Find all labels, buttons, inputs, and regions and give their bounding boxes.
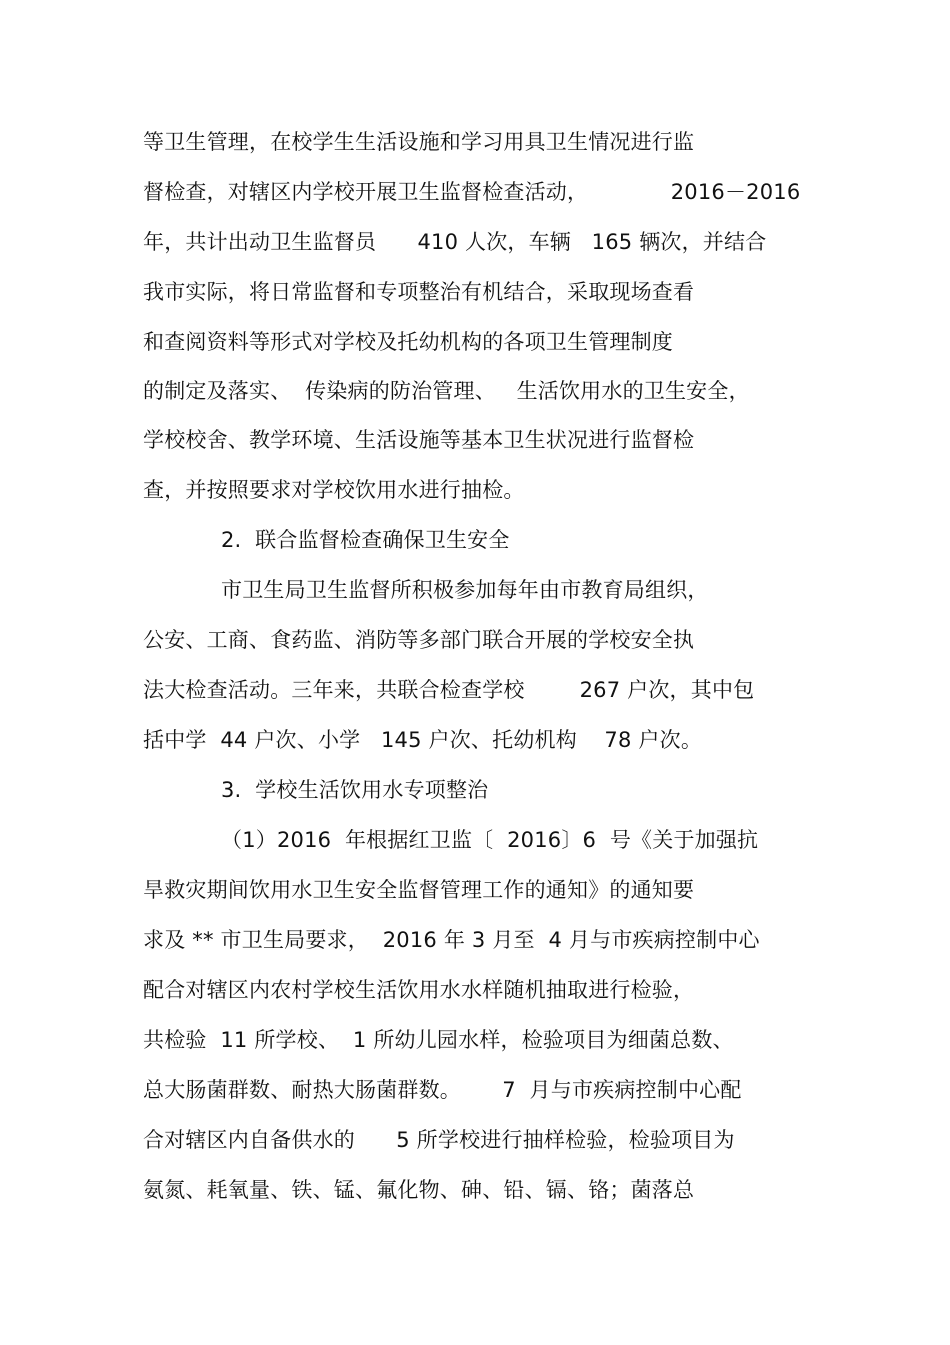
section-heading: 3. 学校生活饮用水专项整治 [221,778,489,802]
text-line: 我市实际，将日常监督和专项整治有机结合，采取现场查看 [143,280,695,304]
text-line: 等卫生管理，在校学生生活设施和学习用具卫生情况进行监 [143,130,695,154]
text-line: 公安、工商、食药监、消防等多部门联合开展的学校安全执 [143,628,695,652]
text-line: 共检验 11 所学校、 1 所幼儿园水样，检验项目为细菌总数、 [143,1028,734,1052]
text-line: 的制定及落实、 传染病的防治管理、 生活饮用水的卫生安全， [143,379,750,403]
text-line: 查，并按照要求对学校饮用水进行抽检。 [143,478,525,502]
section-heading: 2. 联合监督检查确保卫生安全 [221,528,510,552]
paragraph-first-line: 市卫生局卫生监督所积极参加每年由市教育局组织， [221,578,709,602]
text-line: 旱救灾期间饮用水卫生安全监督管理工作的通知》的通知要 [143,878,695,902]
text-line: 配合对辖区内农村学校生活饮用水水样随机抽取进行检验， [143,978,695,1002]
text-line: 总大肠菌群数、耐热大肠菌群数。 7 月与市疾病控制中心配 [143,1078,742,1102]
text-line: 年，共计出动卫生监督员 410 人次，车辆 165 辆次，并结合 [143,230,767,254]
text-line: 求及 ** 市卫生局要求， 2016 年 3 月至 4 月与市疾病控制中心 [143,928,760,952]
text-line: 合对辖区内自备供水的 5 所学校进行抽样检验，检验项目为 [143,1128,735,1152]
paragraph-first-line: （1）2016 年根据红卫监〔 2016〕6 号《关于加强抗 [221,828,759,852]
text-line: 法大检查活动。三年来，共联合检查学校 267 户次，其中包 [143,678,755,702]
text-line: 和查阅资料等形式对学校及托幼机构的各项卫生管理制度 [143,330,673,354]
text-line: 氨氮、耗氧量、铁、锰、氟化物、砷、铅、镉、铬；菌落总 [143,1178,695,1202]
text-line: 括中学 44 户次、小学 145 户次、托幼机构 78 户次。 [143,728,703,752]
text-line: 督检查，对辖区内学校开展卫生监督检查活动， 2016－2016 [143,180,801,204]
text-line: 学校校舍、教学环境、生活设施等基本卫生状况进行监督检 [143,428,695,452]
